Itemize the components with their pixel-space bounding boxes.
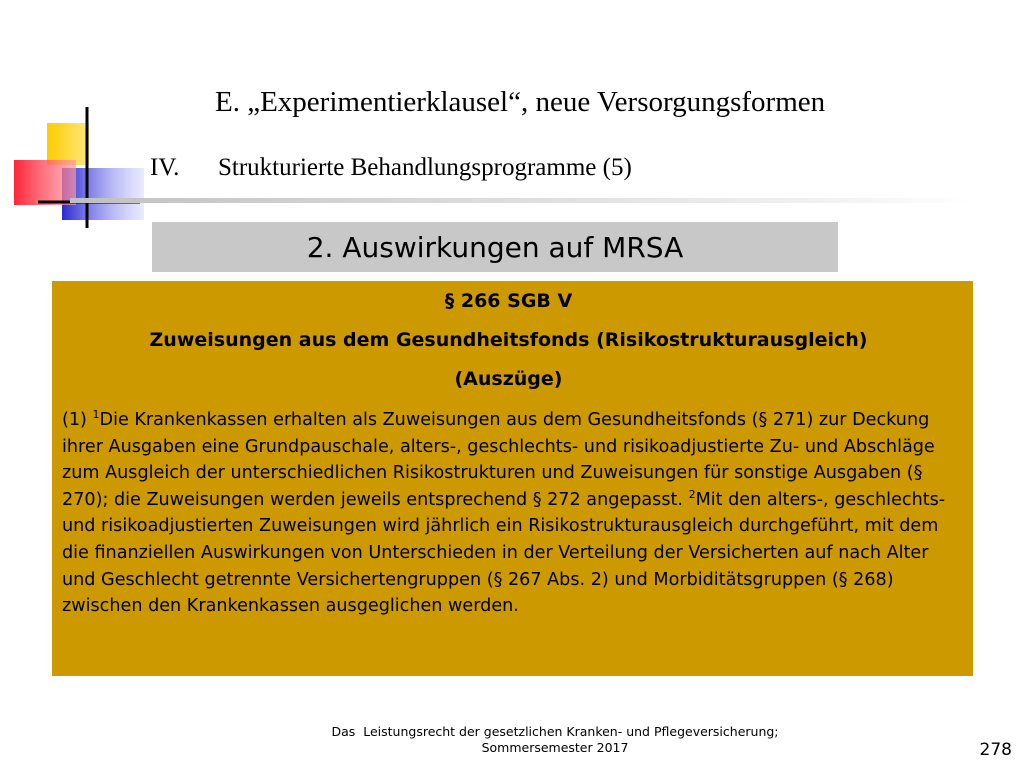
header-divider: [70, 198, 970, 203]
legal-paragraph: [62, 407, 955, 620]
slide-subtitle: [150, 154, 632, 182]
logo-yellow-square: [47, 123, 89, 165]
subtitle-text: Strukturierte Behandlungsprogramme (5): [218, 154, 632, 181]
legal-heading-paragraph: § 266 SGB V: [444, 290, 573, 312]
legal-heading-excerpts: (Auszüge): [454, 368, 563, 390]
paragraph-prefix: (1): [62, 410, 93, 430]
sentence-marker-2: 2: [688, 487, 696, 501]
section-title: 2. Auswirkungen auf MRSA: [306, 230, 684, 264]
legal-heading: [62, 290, 955, 390]
footer-line-2: Sommersemester 2017: [481, 740, 629, 755]
paragraph-sentence-2: Mit den alters-, geschlechts- und risikoadjustierten Zuweisungen wird jährlich ein Risikostrukturausgleich durchgeführt, mit dem die finanziellen Auswirkungen von Unterschieden in der Verteilung der Versicherten auf nach Alter und Geschlecht getrennte Versichertengruppen (§ 267 Abs. 2) und Morbiditätsgruppen (§ 268) zwischen den Krankenkassen ausgeglichen werden.: [62, 489, 946, 617]
legal-text-box: [52, 281, 973, 676]
sentence-marker-1: 1: [92, 408, 100, 421]
footer-caption: [235, 724, 875, 756]
slide-title: E. „Experimentierklausel“, neue Versorgungsformen: [215, 86, 826, 118]
page-number: 278: [979, 740, 1012, 760]
decorative-logo-icon: [10, 105, 150, 230]
subtitle-number: IV.: [150, 154, 180, 181]
footer-line-1: Das Leistungsrecht der gesetzlichen Kranken- und Pflegeversicherung;: [331, 724, 779, 739]
legal-heading-title: Zuweisungen aus dem Gesundheitsfonds (Risikostrukturausgleich): [149, 329, 868, 351]
section-title-box: [152, 222, 838, 272]
paragraph-sentence-1: Die Krankenkassen erhalten als Zuweisungen aus dem Gesundheitsfonds (§ 271) zur Deckung ihrer Ausgaben eine Grundpauschale, alters-, geschlechts- und risikoadjustierte Zu- und Abschläge zum Ausgleich der unterschiedlichen Risikostrukturen und Zuweisungen für sonstige Ausgaben (§ 270); die Zuweisungen werden jeweils entsprechend § 272 angepasst.: [62, 410, 935, 510]
logo-red-square: [14, 160, 76, 205]
